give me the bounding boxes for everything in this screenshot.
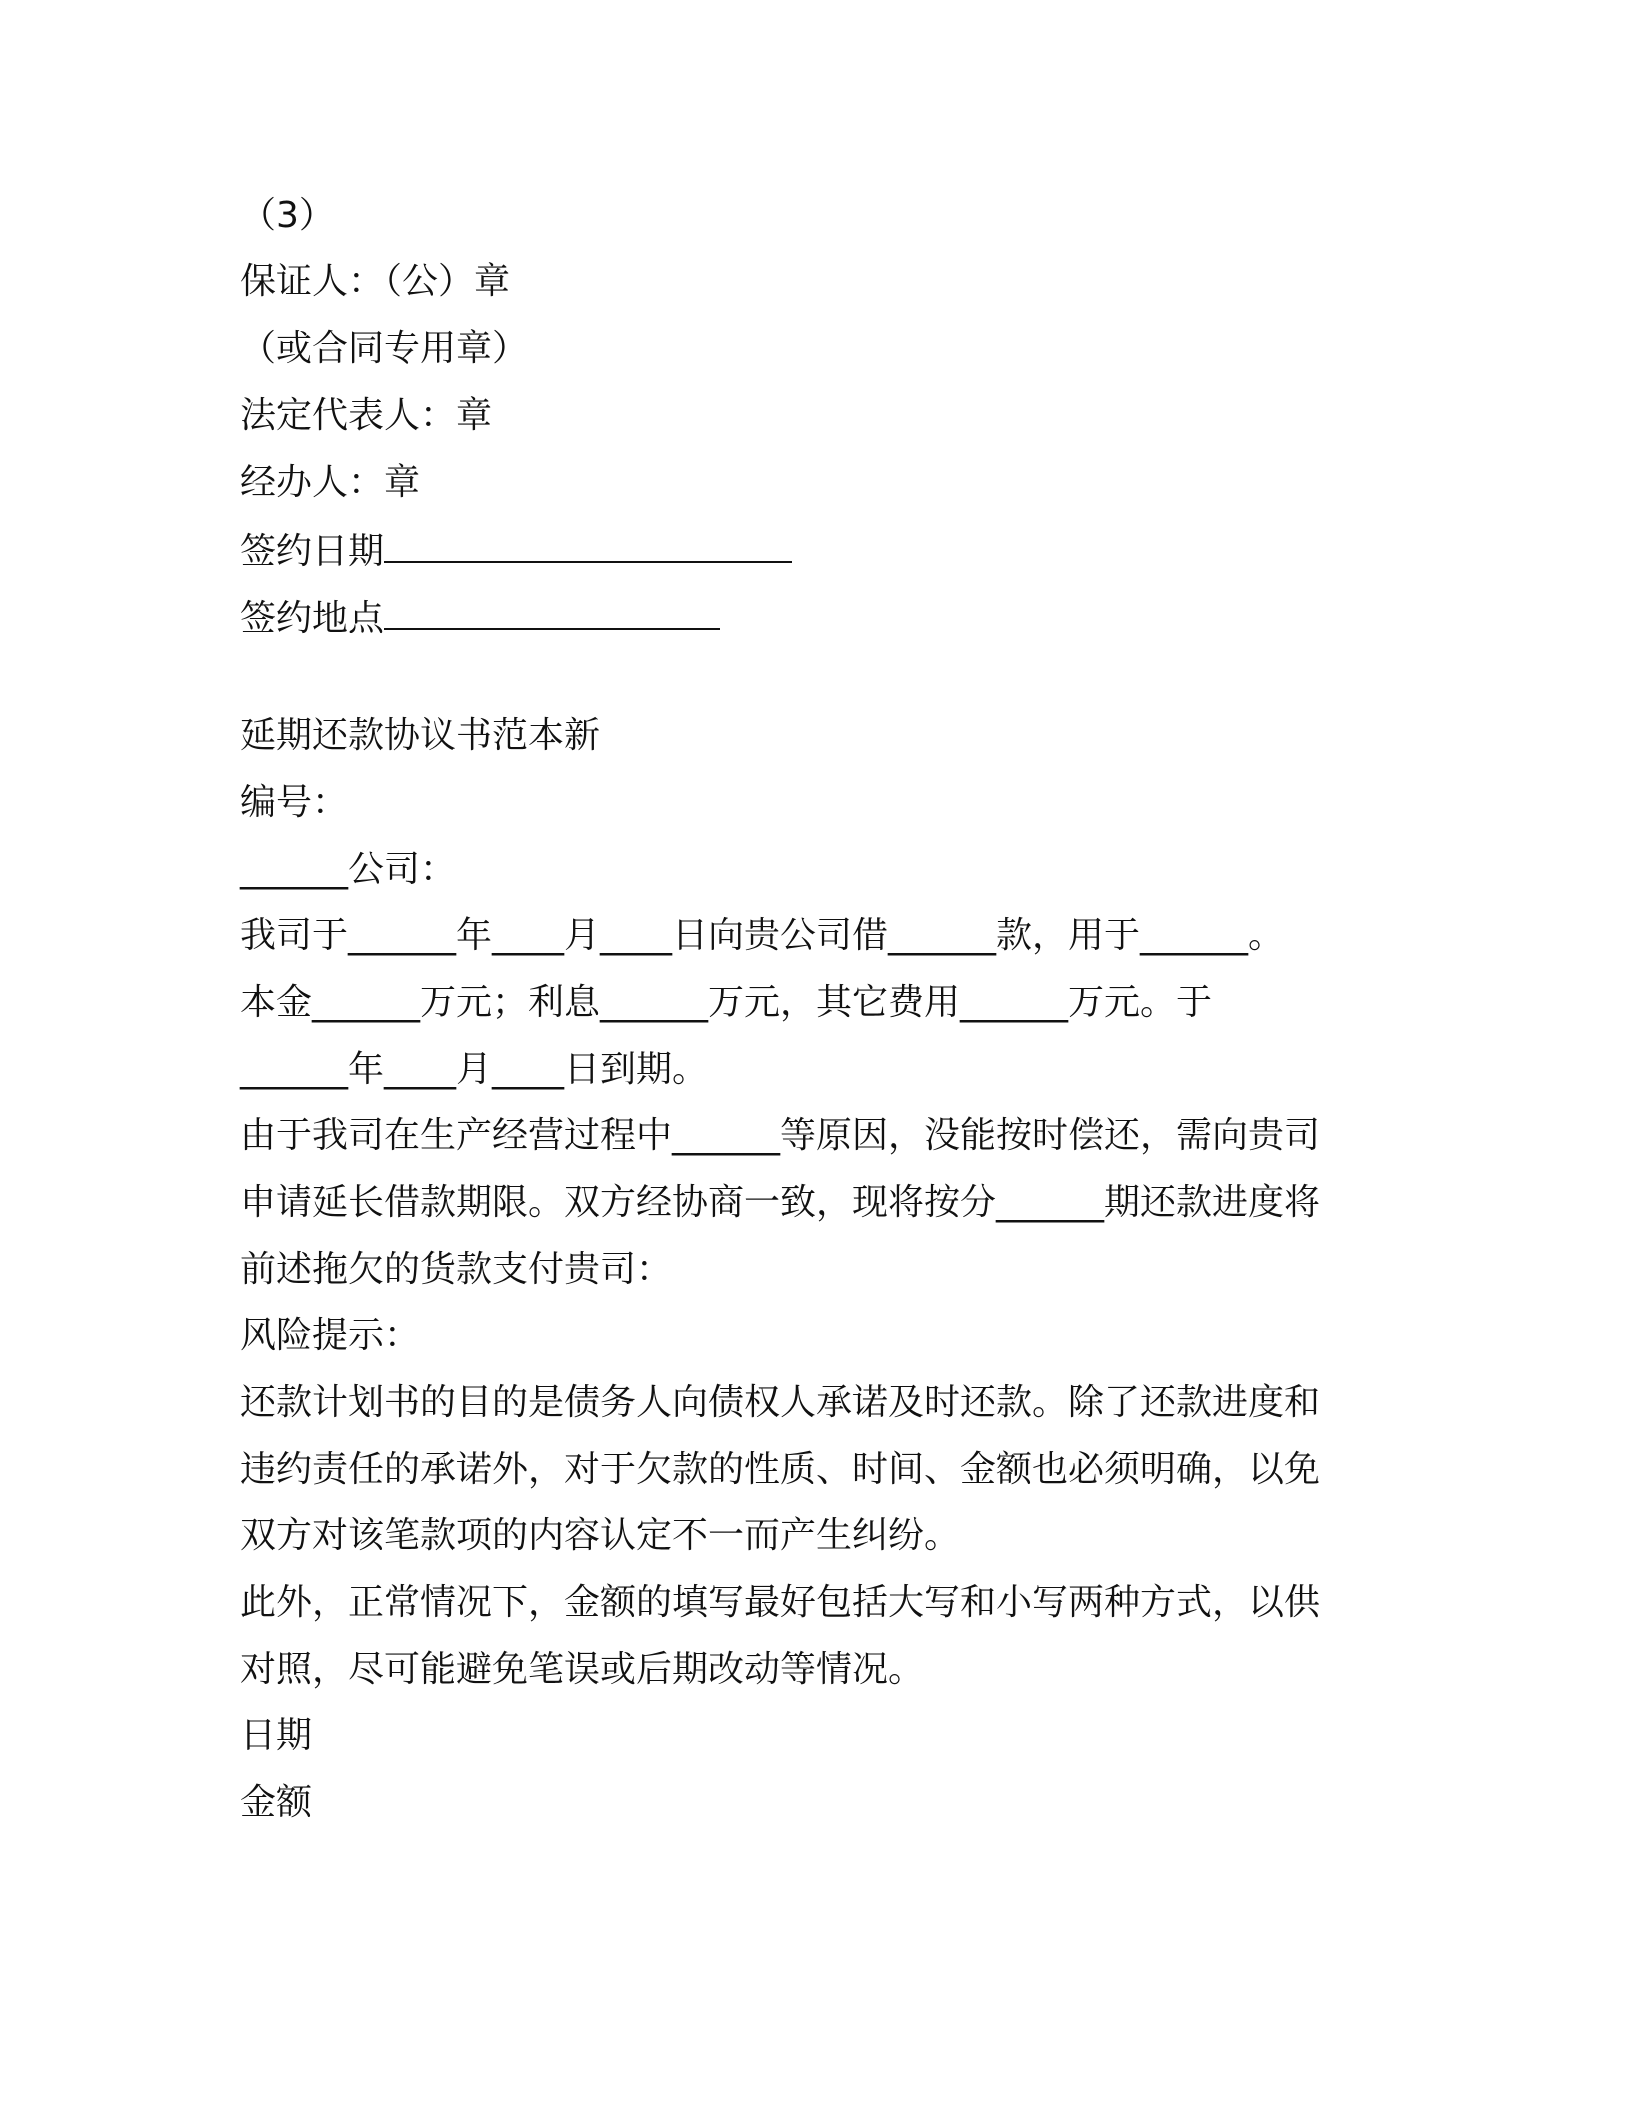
document-number-label: 编号： <box>240 782 349 823</box>
guarantor-seal-line: 保证人：（公）章 <box>240 261 511 302</box>
risk-line-3: 双方对该笔款项的内容认定不一而产生纠纷。 <box>240 1515 961 1556</box>
legal-rep-line: 法定代表人：章 <box>240 395 493 436</box>
body-line-2: 本金______万元；利息______万元，其它费用______万元。于 <box>240 982 1213 1023</box>
body-line-6: 前述拖欠的货款支付贵司： <box>240 1249 673 1290</box>
company-line: ______公司： <box>240 849 457 890</box>
item-number: （3） <box>240 195 335 236</box>
contract-seal-line: （或合同专用章） <box>240 328 529 369</box>
sign-date-blank[interactable] <box>384 525 792 563</box>
sign-date-line <box>240 525 792 576</box>
sign-place-label: 签约地点 <box>240 598 385 639</box>
document-title: 延期还款协议书范本新 <box>240 715 601 756</box>
body-line-3: ______年____月____日到期。 <box>240 1049 709 1090</box>
risk-line-2: 违约责任的承诺外，对于欠款的性质、时间、金额也必须明确，以免 <box>240 1449 1321 1490</box>
handler-line: 经办人：章 <box>240 462 421 503</box>
risk-line-4: 此外，正常情况下，金额的填写最好包括大写和小写两种方式，以供 <box>240 1582 1321 1623</box>
date-label: 日期 <box>240 1715 313 1756</box>
sign-date-label: 签约日期 <box>240 531 385 572</box>
body-line-5: 申请延长借款期限。双方经协商一致，现将按分______期还款进度将 <box>240 1182 1321 1223</box>
risk-line-5: 对照，尽可能避免笔误或后期改动等情况。 <box>240 1649 925 1690</box>
sign-place-line <box>240 592 720 643</box>
amount-label: 金额 <box>240 1782 313 1823</box>
risk-label: 风险提示： <box>240 1315 421 1356</box>
body-line-1: 我司于______年____月____日向贵公司借______款，用于______。 <box>240 915 1285 956</box>
risk-line-1: 还款计划书的目的是债务人向债权人承诺及时还款。除了还款进度和 <box>240 1382 1321 1423</box>
sign-place-blank[interactable] <box>384 592 720 630</box>
body-line-4: 由于我司在生产经营过程中______等原因，没能按时偿还，需向贵司 <box>240 1115 1321 1156</box>
